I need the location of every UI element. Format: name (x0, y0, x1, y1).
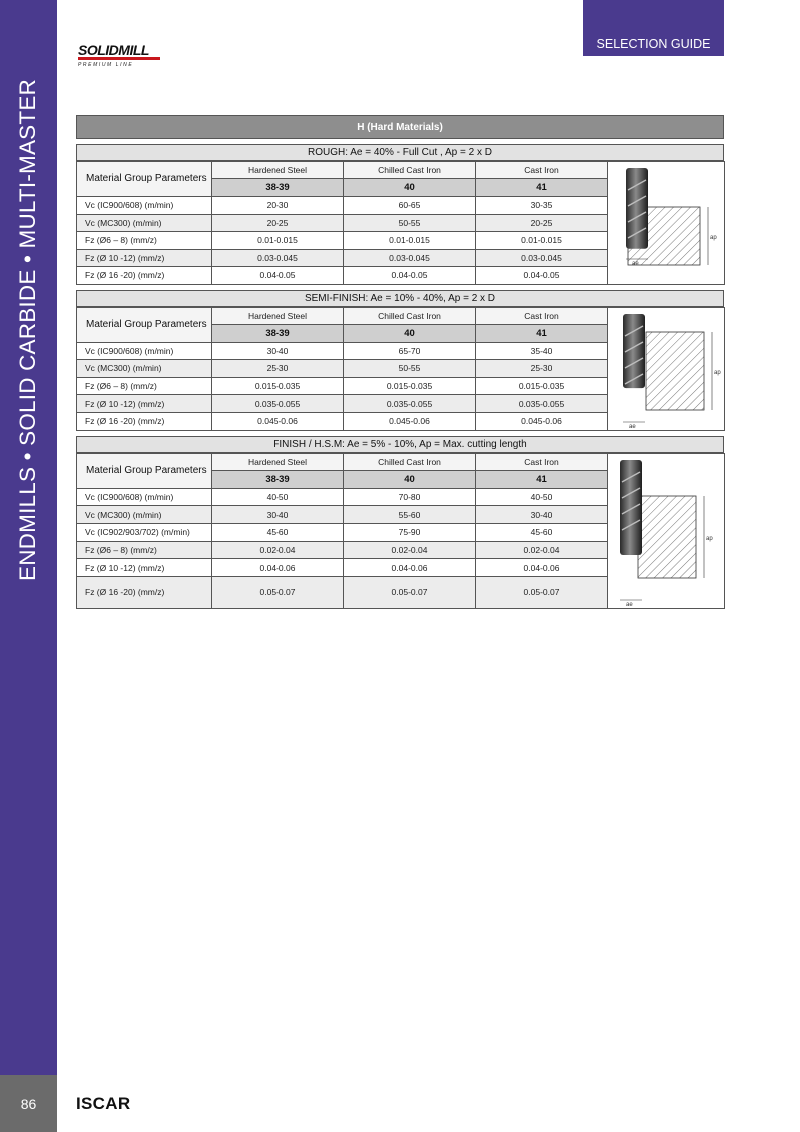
parameter-value: 0.01-0.015 (344, 232, 476, 250)
sidebar-title: ENDMILLS • SOLID CARBIDE • MULTI-MASTER (15, 79, 40, 581)
parameter-name: Fz (Ø 16 -20) (mm/z) (77, 577, 212, 608)
parameter-value: 30-35 (476, 197, 608, 215)
parameter-name: Vc (IC900/608) (m/min) (77, 342, 212, 360)
table-row (77, 488, 608, 506)
material-name: Chilled Cast Iron (344, 162, 476, 179)
parameter-value: 0.045-0.06 (212, 412, 344, 430)
parameter-value: 35-40 (476, 342, 608, 360)
material-group-label: Material Group Parameters (77, 162, 212, 197)
cutting-diagram (608, 453, 725, 609)
parameter-value: 0.05-0.07 (212, 577, 344, 608)
ap-label: ap (714, 369, 721, 376)
parameter-value: 25-30 (476, 360, 608, 378)
hardness-value: 38-39 (212, 324, 344, 342)
ap-label: ap (710, 235, 717, 241)
hardness-value: 41 (476, 179, 608, 197)
parameter-value: 20-25 (212, 214, 344, 232)
endmill-diagram-icon (608, 308, 724, 430)
parameter-value: 20-30 (212, 197, 344, 215)
parameter-value: 0.01-0.015 (212, 232, 344, 250)
cutting-diagram (608, 307, 725, 431)
parameter-name: Fz (Ø 16 -20) (mm/z) (77, 267, 212, 285)
table-row (77, 342, 608, 360)
table-row (77, 395, 608, 413)
parameter-name: Vc (MC300) (m/min) (77, 214, 212, 232)
parameter-value: 30-40 (476, 506, 608, 524)
parameter-name: Vc (IC900/608) (m/min) (77, 488, 212, 506)
material-class-header: H (Hard Materials) (76, 115, 724, 139)
material-group-label: Material Group Parameters (77, 307, 212, 342)
parameter-value: 65-70 (344, 342, 476, 360)
parameter-value: 70-80 (344, 488, 476, 506)
parameter-value: 25-30 (212, 360, 344, 378)
parameter-value: 45-60 (476, 524, 608, 542)
parameter-name: Vc (MC300) (m/min) (77, 506, 212, 524)
table-row (77, 541, 608, 559)
parameter-name: Fz (Ø6 – 8) (mm/z) (77, 541, 212, 559)
parameter-name: Fz (Ø6 – 8) (mm/z) (77, 232, 212, 250)
material-name: Hardened Steel (212, 162, 344, 179)
parameter-value: 50-55 (344, 360, 476, 378)
parameter-value: 0.035-0.055 (212, 395, 344, 413)
logo-sub-text: PREMIUM LINE (78, 62, 134, 68)
solidmill-logo (78, 44, 160, 68)
table-row (77, 506, 608, 524)
parameter-value: 0.03-0.045 (212, 249, 344, 267)
parameter-value: 0.05-0.07 (344, 577, 476, 608)
parameter-value: 0.035-0.055 (476, 395, 608, 413)
hardness-value: 40 (344, 179, 476, 197)
material-name: Chilled Cast Iron (344, 307, 476, 324)
hardness-value: 38-39 (212, 470, 344, 488)
section-title: FINISH / H.S.M: Ae = 5% - 10%, Ap = Max. cutting length (76, 436, 724, 453)
parameter-name: Vc (IC900/608) (m/min) (77, 197, 212, 215)
table-row (77, 360, 608, 378)
table-row (77, 197, 608, 215)
section-tab-label: SELECTION GUIDE (596, 37, 711, 51)
page-number: 86 (20, 1096, 37, 1112)
table-row (77, 412, 608, 430)
parameter-value: 40-50 (212, 488, 344, 506)
material-group-label: Material Group Parameters (77, 453, 212, 488)
parameter-value: 0.02-0.04 (344, 541, 476, 559)
parameter-value: 0.04-0.06 (212, 559, 344, 577)
section-0 (76, 144, 724, 285)
endmill-diagram-icon (608, 454, 724, 608)
hardness-value: 40 (344, 470, 476, 488)
table-row (77, 232, 608, 250)
sections-container (76, 144, 724, 609)
parameter-name: Fz (Ø 10 -12) (mm/z) (77, 249, 212, 267)
parameter-value: 20-25 (476, 214, 608, 232)
parameter-value: 0.035-0.055 (344, 395, 476, 413)
parameter-value: 30-40 (212, 342, 344, 360)
parameter-value: 0.015-0.035 (476, 377, 608, 395)
parameter-name: Fz (Ø 10 -12) (mm/z) (77, 559, 212, 577)
ae-label: ae (629, 423, 636, 430)
selection-guide-table (76, 115, 724, 609)
material-name: Hardened Steel (212, 307, 344, 324)
brand-footer: ISCAR (76, 1094, 131, 1113)
material-name: Cast Iron (476, 307, 608, 324)
section-title: ROUGH: Ae = 40% - Full Cut , Ap = 2 x D (76, 144, 724, 161)
table-row (77, 249, 608, 267)
material-name: Hardened Steel (212, 453, 344, 470)
parameter-value: 45-60 (212, 524, 344, 542)
cutting-data-table (76, 161, 608, 285)
parameter-value: 0.04-0.05 (212, 267, 344, 285)
parameter-value: 75-90 (344, 524, 476, 542)
parameter-name: Vc (MC300) (m/min) (77, 360, 212, 378)
parameter-value: 0.045-0.06 (476, 412, 608, 430)
parameter-value: 50-55 (344, 214, 476, 232)
ap-label: ap (706, 535, 713, 542)
parameter-name: Fz (Ø 16 -20) (mm/z) (77, 412, 212, 430)
hardness-value: 41 (476, 324, 608, 342)
ae-label: ae (626, 601, 633, 608)
table-row (77, 524, 608, 542)
section-1 (76, 290, 724, 431)
parameter-value: 0.02-0.04 (476, 541, 608, 559)
section-title: SEMI-FINISH: Ae = 10% - 40%, Ap = 2 x D (76, 290, 724, 307)
parameter-name: Vc (IC902/903/702) (m/min) (77, 524, 212, 542)
hardness-value: 41 (476, 470, 608, 488)
table-row (77, 377, 608, 395)
material-name: Cast Iron (476, 162, 608, 179)
endmill-diagram-icon (608, 162, 724, 267)
parameter-value: 0.015-0.035 (344, 377, 476, 395)
cutting-data-table (76, 307, 608, 431)
parameter-value: 30-40 (212, 506, 344, 524)
parameter-value: 0.045-0.06 (344, 412, 476, 430)
material-name: Cast Iron (476, 453, 608, 470)
material-name: Chilled Cast Iron (344, 453, 476, 470)
parameter-name: Fz (Ø 10 -12) (mm/z) (77, 395, 212, 413)
parameter-value: 0.05-0.07 (476, 577, 608, 608)
parameter-value: 0.01-0.015 (476, 232, 608, 250)
parameter-value: 40-50 (476, 488, 608, 506)
logo-main-text: SOLIDMILL (78, 44, 160, 60)
parameter-value: 60-65 (344, 197, 476, 215)
parameter-name: Fz (Ø6 – 8) (mm/z) (77, 377, 212, 395)
parameter-value: 0.04-0.06 (476, 559, 608, 577)
parameter-value: 0.04-0.06 (344, 559, 476, 577)
table-row (77, 214, 608, 232)
section-2 (76, 436, 724, 609)
cutting-data-table (76, 453, 608, 609)
parameter-value: 0.015-0.035 (212, 377, 344, 395)
parameter-value: 0.04-0.05 (344, 267, 476, 285)
parameter-value: 0.04-0.05 (476, 267, 608, 285)
table-row (77, 267, 608, 285)
parameter-value: 0.03-0.045 (476, 249, 608, 267)
table-row (77, 577, 608, 608)
parameter-value: 0.03-0.045 (344, 249, 476, 267)
ae-label: ae (632, 261, 639, 267)
hardness-value: 40 (344, 324, 476, 342)
table-row (77, 559, 608, 577)
hardness-value: 38-39 (212, 179, 344, 197)
parameter-value: 55-60 (344, 506, 476, 524)
cutting-diagram (608, 161, 725, 285)
parameter-value: 0.02-0.04 (212, 541, 344, 559)
